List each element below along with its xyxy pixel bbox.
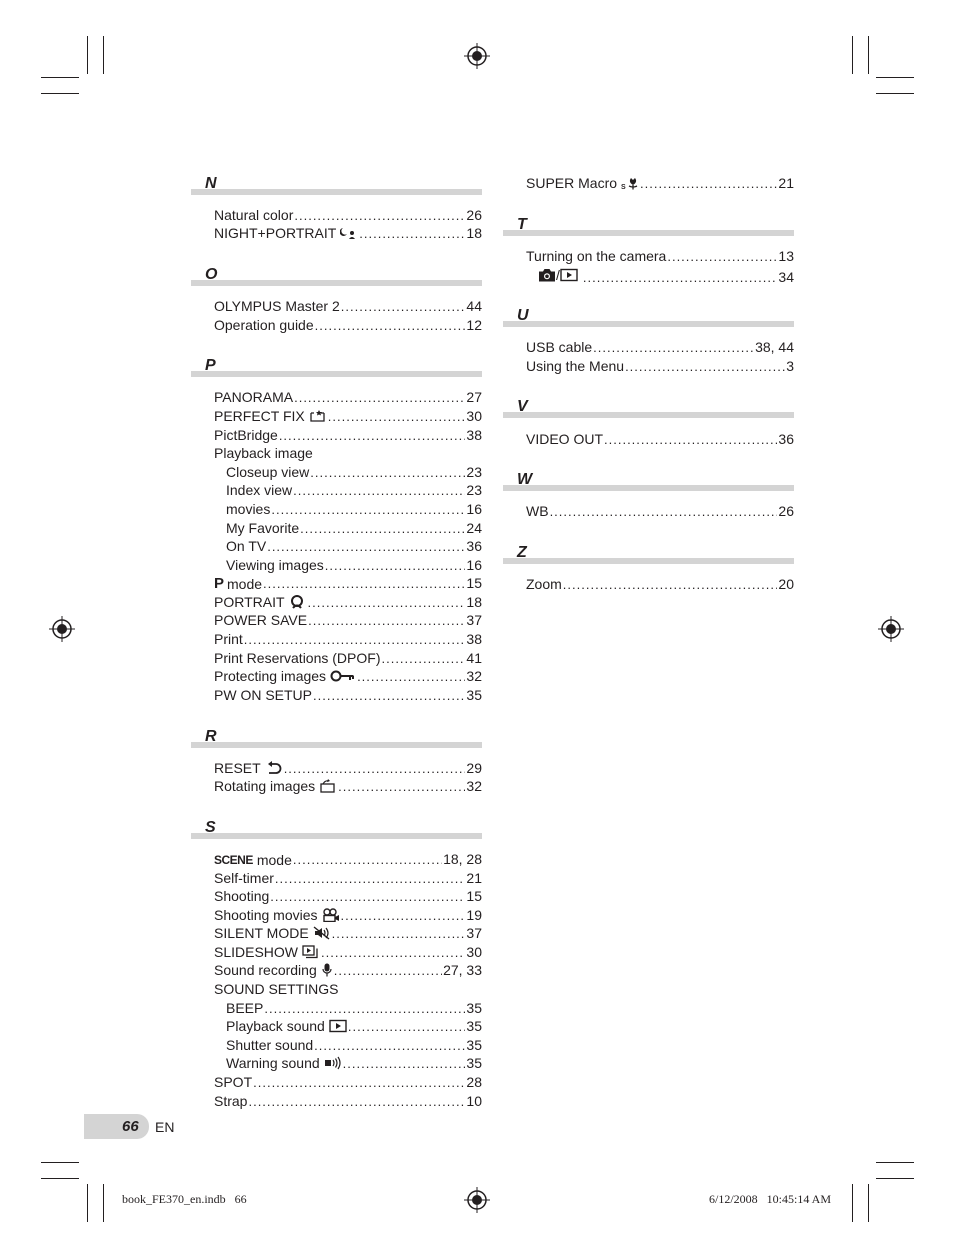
leader-dots xyxy=(263,575,465,593)
index-subentry xyxy=(226,1054,482,1072)
perfect-fix-icon xyxy=(309,409,327,423)
entry-page: 21 xyxy=(466,870,482,886)
leader-dots xyxy=(313,687,465,705)
leader-dots xyxy=(593,339,754,357)
rotate-icon xyxy=(319,779,337,793)
entry-label: Turning on the camera xyxy=(526,248,667,264)
leader-dots xyxy=(271,501,465,519)
leader-dots xyxy=(314,1037,465,1055)
section-bar xyxy=(503,412,794,418)
index-entry xyxy=(214,206,482,224)
index-subentry xyxy=(226,556,482,574)
crop-mark xyxy=(41,1162,79,1163)
section-letter: Z xyxy=(517,544,527,561)
entry-page: 35 xyxy=(466,1037,482,1053)
index-subentry xyxy=(226,1036,482,1054)
section-letter: R xyxy=(205,728,217,745)
index-entry xyxy=(214,686,482,704)
index-subentry xyxy=(226,519,482,537)
entry-page: 28 xyxy=(466,1074,482,1090)
leader-dots xyxy=(244,631,466,649)
index-section-v xyxy=(503,399,794,419)
index-section-r xyxy=(191,729,482,749)
index-entry xyxy=(526,247,794,265)
index-subentry xyxy=(226,463,482,481)
index-entry xyxy=(214,1073,482,1091)
leader-dots xyxy=(343,1055,466,1073)
section-header xyxy=(191,176,482,196)
index-entry xyxy=(214,869,482,887)
crop-mark xyxy=(41,1178,79,1179)
entry-page: 30 xyxy=(466,944,482,960)
registration-mark-icon xyxy=(464,1187,490,1213)
leader-dots xyxy=(583,269,778,287)
index-entry xyxy=(214,444,482,462)
registration-mark-icon xyxy=(49,616,75,642)
entry-label: Playback image xyxy=(214,445,313,461)
index-subentry xyxy=(538,266,794,284)
leader-dots xyxy=(253,1074,465,1092)
entry-label: Shooting xyxy=(214,888,270,904)
index-section-t xyxy=(503,217,794,237)
entry-label: BEEP xyxy=(226,1000,264,1016)
leader-dots xyxy=(300,520,465,538)
entry-page: 3 xyxy=(786,358,794,374)
leader-dots xyxy=(321,944,465,962)
entry-label: SOUND SETTINGS xyxy=(214,981,339,997)
leader-dots xyxy=(563,576,778,594)
microphone-icon xyxy=(321,963,333,977)
leader-dots xyxy=(308,612,465,630)
crop-mark xyxy=(41,77,79,78)
entry-label: PORTRAIT xyxy=(214,594,285,610)
entry-label: RESET xyxy=(214,760,261,776)
scene-mode-icon: SCENE xyxy=(214,853,253,867)
entry-page: 23 xyxy=(466,464,482,480)
index-entry xyxy=(214,407,482,425)
leader-dots xyxy=(341,298,466,316)
index-entry xyxy=(214,649,482,667)
entry-page: 19 xyxy=(466,907,482,923)
entry-label: My Favorite xyxy=(226,520,300,536)
section-bar xyxy=(503,230,794,236)
entry-label: VIDEO OUT xyxy=(526,431,604,447)
section-header xyxy=(503,399,794,419)
print-slug-file: book_FE370_en.indb 66 xyxy=(122,1192,247,1206)
leader-dots xyxy=(359,225,465,243)
leader-dots xyxy=(348,1018,466,1036)
index-subentry xyxy=(226,1017,482,1035)
entry-label: Protecting images xyxy=(214,668,327,684)
index-entry xyxy=(214,297,482,315)
index-entry xyxy=(526,357,794,375)
section-letter: W xyxy=(517,471,533,488)
entry-page: 35 xyxy=(466,1018,482,1034)
section-bar xyxy=(191,189,482,195)
entry-label: Playback sound xyxy=(226,1018,325,1034)
portrait-icon xyxy=(289,595,307,609)
svg-text:S: S xyxy=(621,184,626,190)
entry-label: Index view xyxy=(226,482,293,498)
section-letter: U xyxy=(517,307,529,324)
entry-label: NIGHT+PORTRAIT xyxy=(214,225,337,241)
registration-mark-icon xyxy=(464,43,490,69)
entry-label: Shutter sound xyxy=(226,1037,314,1053)
leader-dots xyxy=(332,925,466,943)
section-header xyxy=(191,267,482,287)
entry-label: Natural color xyxy=(214,207,294,223)
leader-dots xyxy=(248,1093,465,1111)
index-entry xyxy=(214,980,482,998)
entry-label: PERFECT FIX xyxy=(214,408,305,424)
entry-label: SPOT xyxy=(214,1074,253,1090)
entry-page: 44 xyxy=(466,298,482,314)
crop-mark xyxy=(852,1184,853,1222)
entry-label: Closeup view xyxy=(226,464,310,480)
entry-label: Strap xyxy=(214,1093,248,1109)
section-bar xyxy=(191,371,482,377)
entry-page: 18 xyxy=(466,594,482,610)
leader-dots xyxy=(334,962,442,980)
entry-label: WB xyxy=(526,503,549,519)
index-subentry xyxy=(226,481,482,499)
section-bar xyxy=(503,485,794,491)
page-number: 66 xyxy=(122,1118,139,1135)
leader-dots xyxy=(325,557,466,575)
entry-label: movies xyxy=(226,501,271,517)
index-entry xyxy=(526,430,794,448)
p-mode-icon: P xyxy=(214,575,225,592)
speaker-icon xyxy=(324,1056,342,1070)
super-macro-icon xyxy=(621,176,639,190)
section-header xyxy=(503,217,794,237)
entry-label: Using the Menu xyxy=(526,358,625,374)
leader-dots xyxy=(294,389,465,407)
entry-page: 15 xyxy=(466,575,482,591)
section-letter: O xyxy=(205,266,218,283)
entry-page: 38, 44 xyxy=(755,339,794,355)
index-entry xyxy=(214,887,482,905)
index-entry xyxy=(214,759,482,777)
page-number-tab xyxy=(84,1114,149,1139)
crop-mark xyxy=(868,36,869,74)
index-entry xyxy=(214,630,482,648)
section-header xyxy=(503,308,794,328)
index-entry xyxy=(214,906,482,924)
leader-dots xyxy=(357,668,465,686)
index-entry xyxy=(214,961,482,979)
leader-dots xyxy=(315,317,466,335)
crop-mark xyxy=(87,1184,88,1222)
entry-page: 41 xyxy=(466,650,482,666)
index-entry xyxy=(214,316,482,334)
index-section-p xyxy=(191,358,482,378)
leader-dots xyxy=(550,503,778,521)
entry-label: Sound recording xyxy=(214,962,317,978)
play-icon xyxy=(329,1019,347,1033)
leader-dots xyxy=(293,851,442,869)
index-entry xyxy=(214,388,482,406)
entry-label: Shooting movies xyxy=(214,907,318,923)
section-bar xyxy=(191,742,482,748)
index-entry xyxy=(214,426,482,444)
entry-page: 36 xyxy=(466,538,482,554)
entry-label: Print Reservations (DPOF) xyxy=(214,650,381,666)
night-portrait-icon xyxy=(340,226,358,240)
entry-page: 26 xyxy=(466,207,482,223)
index-entry xyxy=(214,593,482,611)
index-entry xyxy=(526,174,794,192)
entry-page: 13 xyxy=(778,248,794,264)
play-icon xyxy=(560,268,578,282)
entry-label: USB cable xyxy=(526,339,593,355)
leader-dots xyxy=(604,431,777,449)
entry-page: 16 xyxy=(466,501,482,517)
index-entry xyxy=(214,850,482,868)
entry-page: 24 xyxy=(466,520,482,536)
section-letter: N xyxy=(205,175,217,192)
section-header xyxy=(191,729,482,749)
entry-label: Operation guide xyxy=(214,317,314,333)
entry-label: SUPER Macro xyxy=(526,175,618,191)
entry-label: OLYMPUS Master 2 xyxy=(214,298,340,314)
entry-label: SLIDESHOW xyxy=(214,944,299,960)
leader-dots xyxy=(270,888,465,906)
leader-dots xyxy=(338,778,465,796)
entry-label: SILENT MODE xyxy=(214,925,309,941)
leader-dots xyxy=(640,175,777,193)
crop-mark xyxy=(852,36,853,74)
entry-page: 38 xyxy=(466,631,482,647)
entry-page: 18 xyxy=(466,225,482,241)
leader-dots xyxy=(341,907,466,925)
leader-dots xyxy=(667,248,777,266)
leader-dots xyxy=(293,482,465,500)
section-header xyxy=(503,472,794,492)
camera-icon xyxy=(538,268,556,282)
index-entry xyxy=(526,575,794,593)
entry-page: 32 xyxy=(466,668,482,684)
entry-label: Rotating images xyxy=(214,778,316,794)
entry-page: 37 xyxy=(466,925,482,941)
entry-page: 15 xyxy=(466,888,482,904)
print-slug-date: 6/12/2008 10:45:14 AM xyxy=(709,1192,832,1206)
index-section-s xyxy=(191,820,482,840)
entry-page: 27, 33 xyxy=(443,962,482,978)
crop-mark xyxy=(103,1184,104,1222)
entry-label: Self-timer xyxy=(214,870,274,886)
crop-mark xyxy=(876,1162,914,1163)
section-bar xyxy=(191,280,482,286)
index-subentry xyxy=(226,999,482,1017)
entry-page: 29 xyxy=(466,760,482,776)
entry-label: PictBridge xyxy=(214,427,278,443)
entry-page: 35 xyxy=(466,687,482,703)
leader-dots xyxy=(264,1000,465,1018)
section-bar xyxy=(503,558,794,564)
index-entry xyxy=(214,574,482,592)
entry-label: Print xyxy=(214,631,243,647)
entry-page: 35 xyxy=(466,1000,482,1016)
entry-page: 35 xyxy=(466,1055,482,1071)
index-subentry xyxy=(226,500,482,518)
entry-page: 12 xyxy=(466,317,482,333)
index-section-w xyxy=(503,472,794,492)
leader-dots xyxy=(284,760,466,778)
section-letter: S xyxy=(205,819,216,836)
index-entry xyxy=(526,338,794,356)
crop-mark xyxy=(41,93,79,94)
crop-mark xyxy=(103,36,104,74)
leader-dots xyxy=(279,427,466,445)
entry-page: 38 xyxy=(466,427,482,443)
crop-mark xyxy=(876,77,914,78)
crop-mark xyxy=(876,93,914,94)
leader-dots xyxy=(381,650,465,668)
index-entry xyxy=(214,1092,482,1110)
key-icon xyxy=(330,669,356,683)
entry-page: 18, 28 xyxy=(443,851,482,867)
page-language: EN xyxy=(155,1119,175,1135)
index-subentry xyxy=(226,537,482,555)
entry-label: On TV xyxy=(226,538,267,554)
slideshow-icon xyxy=(302,945,320,959)
entry-label: mode xyxy=(227,576,263,592)
entry-page: 10 xyxy=(466,1093,482,1109)
entry-page: 32 xyxy=(466,778,482,794)
entry-label: PW ON SETUP xyxy=(214,687,313,703)
entry-page: 36 xyxy=(778,431,794,447)
entry-label: mode xyxy=(256,852,292,868)
leader-dots xyxy=(328,408,466,426)
index-entry xyxy=(214,943,482,961)
index-entry xyxy=(526,502,794,520)
entry-page: 27 xyxy=(466,389,482,405)
entry-label: Viewing images xyxy=(226,557,324,573)
entry-label: / xyxy=(556,267,560,283)
movie-camera-icon xyxy=(322,908,340,922)
section-header xyxy=(503,545,794,565)
leader-dots xyxy=(275,870,466,888)
index-section-n xyxy=(191,176,482,196)
entry-page: 37 xyxy=(466,612,482,628)
entry-page: 23 xyxy=(466,482,482,498)
section-header xyxy=(191,358,482,378)
section-letter: T xyxy=(517,216,527,233)
entry-page: 34 xyxy=(778,269,794,285)
entry-label: Warning sound xyxy=(226,1055,320,1071)
entry-page: 16 xyxy=(466,557,482,573)
index-section-u xyxy=(503,308,794,328)
entry-page: 26 xyxy=(778,503,794,519)
entry-page: 21 xyxy=(778,175,794,191)
silent-mode-icon xyxy=(313,926,331,940)
entry-label: POWER SAVE xyxy=(214,612,308,628)
section-letter: V xyxy=(517,398,528,415)
section-bar xyxy=(503,321,794,327)
entry-page: 30 xyxy=(466,408,482,424)
registration-mark-icon xyxy=(878,616,904,642)
section-bar xyxy=(191,833,482,839)
section-letter: P xyxy=(205,357,216,374)
leader-dots xyxy=(625,358,785,376)
crop-mark xyxy=(876,1178,914,1179)
entry-label: PANORAMA xyxy=(214,389,294,405)
entry-page: 20 xyxy=(778,576,794,592)
leader-dots xyxy=(267,538,465,556)
index-entry xyxy=(214,224,482,242)
entry-label: Zoom xyxy=(526,576,562,592)
crop-mark xyxy=(87,36,88,74)
reset-icon xyxy=(265,761,283,775)
leader-dots xyxy=(310,464,465,482)
index-entry xyxy=(214,924,482,942)
leader-dots xyxy=(294,207,465,225)
index-section-o xyxy=(191,267,482,287)
index-section-z xyxy=(503,545,794,565)
index-entry xyxy=(214,667,482,685)
crop-mark xyxy=(868,1184,869,1222)
index-entry xyxy=(214,777,482,795)
index-entry xyxy=(214,611,482,629)
section-header xyxy=(191,820,482,840)
leader-dots xyxy=(308,594,466,612)
